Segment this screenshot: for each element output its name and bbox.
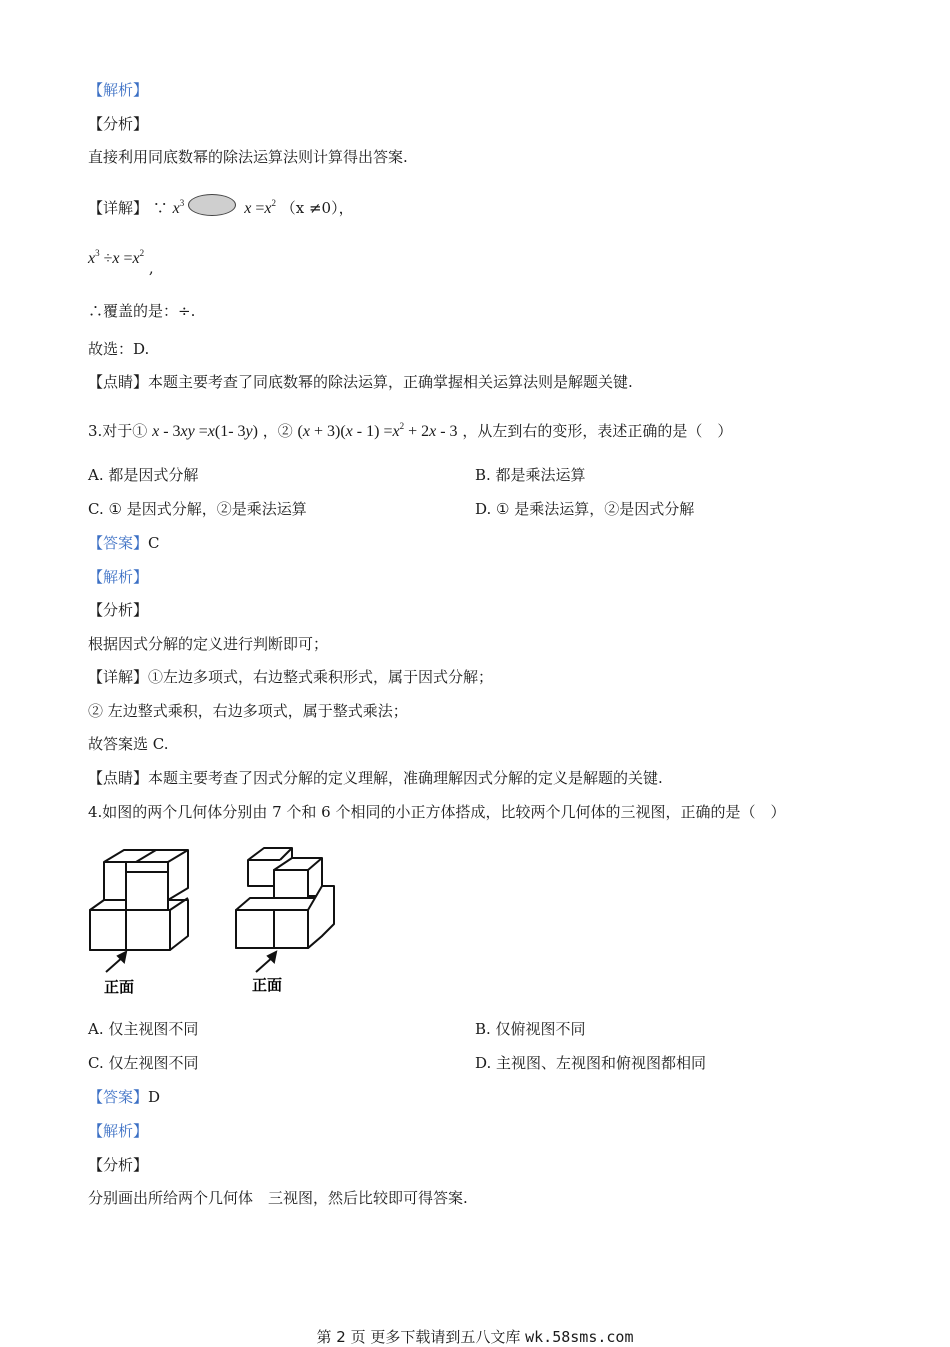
detail-line-1: 【详解】①左边多项式，右边整式乘积形式，属于因式分解； [88, 668, 494, 686]
because-symbol: ∵ [152, 199, 168, 217]
punctuation: , [148, 259, 154, 277]
analysis-text: 直接利用同底数幂的除法运算法则计算得出答案. [88, 148, 408, 166]
front-label-left: 正面 [104, 978, 135, 996]
choice-conclusion: 故选：D. [88, 340, 150, 358]
cube-figures [86, 840, 346, 1000]
answer-value: D [148, 1088, 161, 1106]
option-a: A. 都是因式分解 [88, 466, 199, 484]
key-point: 【点睛】本题主要考查了同底数幂的除法运算，正确掌握相关运算法则是解题关键. [88, 373, 633, 391]
option-d: D. ① 是乘法运算，②是因式分解 [475, 500, 695, 518]
covered-symbol-oval [188, 194, 236, 216]
math-expression: x - 3xy =x(1- 3y) [152, 423, 258, 440]
analysis-subheading: 【分析】 [88, 1156, 149, 1174]
question-3-mid: ，② [262, 422, 293, 440]
cube-solid-right [236, 848, 334, 948]
question-4-stem: 4.如图的两个几何体分别由 7 个和 6 个相同的小正方体搭成，比较两个几何体的三视图，正确的是（ ） [88, 803, 786, 821]
analysis-heading: 【解析】 [88, 81, 149, 99]
analysis-heading: 【解析】 [88, 568, 149, 586]
analysis-heading: 【解析】 [88, 1122, 149, 1140]
footer-link[interactable]: wk.58sms.com [525, 1328, 634, 1346]
key-point: 【点睛】本题主要考查了因式分解的定义理解，准确理解因式分解的定义是解题的关键. [88, 769, 663, 787]
analysis-subheading: 【分析】 [88, 601, 149, 619]
option-a: A. 仅主视图不同 [88, 1020, 199, 1038]
option-c: C. 仅左视图不同 [88, 1054, 199, 1072]
condition-text: （x ≠0）， [280, 199, 354, 217]
cube-solid-left [90, 850, 188, 950]
option-b: B. 仅俯视图不同 [475, 1020, 586, 1038]
analysis-subheading: 【分析】 [88, 115, 149, 133]
answer-line [88, 1087, 160, 1107]
equation-line [88, 243, 154, 277]
math-expression: $(x + 3)(x - 1) =x^2 + 2x - 3$ [297, 421, 458, 440]
detail-line [88, 193, 354, 219]
answer-label: 【答案】 [88, 1088, 149, 1106]
answer-value: C [148, 534, 160, 552]
answer-conclusion: 故答案选 C. [88, 735, 169, 753]
option-c: C. ① 是因式分解，②是乘法运算 [88, 500, 307, 518]
detail-line-2: ② 左边整式乘积，右边多项式，属于整式乘法； [88, 702, 408, 720]
analysis-text: 分别画出所给两个几何体 三视图，然后比较即可得答案. [88, 1189, 468, 1207]
question-3-suffix: ，从左到右的变形，表述正确的是（ ） [462, 422, 733, 440]
question-3-stem [88, 416, 732, 442]
answer-label: 【答案】 [88, 534, 149, 552]
math-expression: $x^3$ [172, 198, 185, 217]
front-label-right: 正面 [252, 976, 283, 994]
option-b: B. 都是乘法运算 [475, 466, 586, 484]
analysis-text: 根据因式分解的定义进行判断即可； [88, 635, 329, 653]
answer-line [88, 533, 160, 553]
math-expression: $x^3 \div x =x^2$ [88, 248, 145, 267]
footer-text: 第 2 页 更多下载请到五八文库 [316, 1328, 526, 1346]
detail-label: 【详解】 [88, 199, 149, 217]
covered-conclusion: ∴覆盖的是：÷. [88, 302, 196, 320]
option-d: D. 主视图、左视图和俯视图都相同 [475, 1054, 707, 1072]
question-3-prefix: 3.对于① [88, 422, 148, 440]
math-expression: $x =x^2$ [244, 198, 276, 217]
